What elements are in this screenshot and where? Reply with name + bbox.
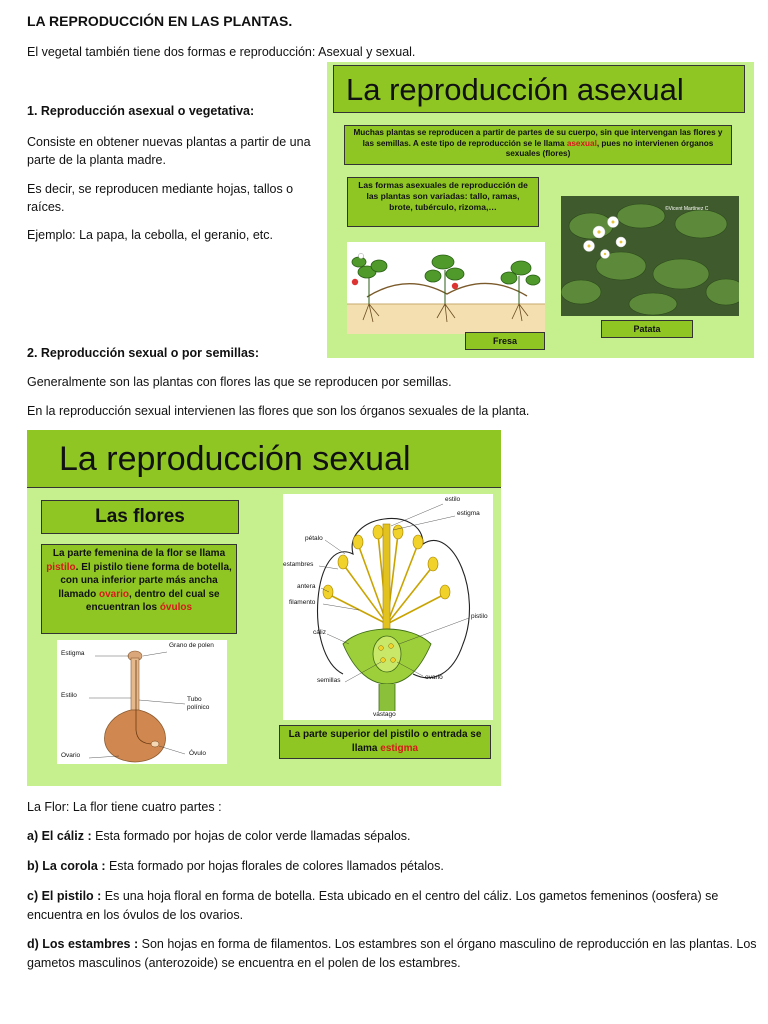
flower-label-estigma: estigma [457,510,480,517]
section-1-paragraph-1: Consiste en obtener nuevas plantas a partir de una parte de la planta madre. [27,135,311,167]
part-b-label: b) La corola : [27,859,106,873]
section-2-heading: 2. Reproducción sexual o por semillas: [27,346,260,360]
pistil-desc-ovario: ovario [98,588,129,600]
sexual-panel-title: La reproducción sexual [27,430,501,488]
part-b [27,858,747,874]
pistil-desc-pistilo: pistilo [46,561,76,573]
asexual-definition-text-2: , pues no intervienen órganos sexuales (flores) [505,138,714,158]
stigma-highlight: estigma [380,743,419,754]
strawberry-runners-drawing [347,242,545,334]
part-a-label: a) El cáliz : [27,829,92,843]
flower-label-ovario: ovario [425,674,443,681]
potato-plant-photo [561,196,739,316]
part-d-label: d) Los estambres : [27,937,139,951]
asexual-definition-box [344,125,732,165]
flower-diagram [283,494,493,720]
section-2-paragraph-2: En la reproducción sexual intervienen las flores que son los órganos sexuales de la planta. [27,404,530,418]
section-1-heading: 1. Reproducción asexual o vegetativa: [27,104,255,118]
pistil-label-ovulo: Óvulo [189,750,206,757]
flower-label-petalo: pétalo [305,535,323,542]
label-fresa: Fresa [465,332,545,350]
label-patata: Patata [601,320,693,338]
pistil-label-ovario: Ovario [61,752,81,759]
potato-plant-drawing [561,196,739,316]
flower-intro: La Flor: La flor tiene cuatro partes : [27,800,222,814]
flower-label-vastago: vástago [373,711,396,718]
section-1-paragraph-2: Es decir, se reproducen mediante hojas, tallos o raíces. [27,182,294,214]
pistil-desc-2: . El pistilo tiene forma de botella, con una inferior parte más ancha llamado [58,561,232,600]
stigma-text: La parte superior del pistilo o entrada se llama [288,729,482,754]
pistil-description-box [41,544,237,634]
asexual-panel [327,62,754,358]
pistil-desc-1: La parte femenina de la flor se llama [52,548,226,559]
flower-label-filamento: filamento [289,599,316,606]
part-b-text: Esta formado por hojas florales de colores llamados pétalos. [105,859,444,873]
section-2-paragraph-1: Generalmente son las plantas con flores las que se reproducen por semillas. [27,375,452,389]
pistil-label-estilo: Estilo [61,692,77,699]
photo-credit: ©Vicent Martínez C [665,206,709,212]
flower-label-pistilo: pistilo [471,613,488,620]
pistil-diagram [57,640,227,764]
pistil-desc-ovulos: óvulos [159,602,193,613]
flower-label-estambres: estambres [283,561,314,568]
pistil-label-estigma: Estigma [61,650,85,657]
section-1-paragraph-3: Ejemplo: La papa, la cebolla, el geranio, etc. [27,228,273,242]
flower-label-estilo: estilo [445,496,461,503]
strawberry-runners-image [347,242,545,334]
asexual-panel-title: La reproducción asexual [333,65,745,113]
asexual-forms-box: Las formas asexuales de reproducción de las plantas son variadas: tallo, ramas, brote, tubérculo, rizoma,… [347,177,539,227]
pistil-desc-3: , dentro del cual se encuentran los [85,588,220,613]
stigma-box [279,725,491,759]
part-a [27,828,747,844]
part-c-label: c) El pistilo : [27,889,102,903]
flower-drawing [283,494,493,720]
pistil-label-tubo: Tubo polínico [187,696,210,711]
part-c [27,887,747,925]
asexual-definition-highlight: asexual [566,138,597,148]
flower-label-semillas: semillas [317,677,341,684]
flowers-title: Las flores [41,500,239,534]
flower-label-caliz: cáliz [313,629,327,636]
part-c-text: Es una hoja floral en forma de botella. Esta ubicado en el centro del cáliz. Los gametos femeninos (oosfera) se encuentra en los óvulos de los ovarios. [27,889,719,922]
asexual-definition-text-1: Muchas plantas se reproducen a partir de partes de su cuerpo, sin que intervengan las flores y las semillas. A este tipo de reproducción se le llama [353,128,723,148]
part-d [27,935,757,973]
doc-intro: El vegetal también tiene dos formas e reproducción: Asexual y sexual. [27,45,416,59]
part-a-text: Esta formado por hojas de color verde llamadas sépalos. [91,829,411,843]
pistil-label-grano: Grano de polen [169,642,214,649]
part-d-text: Son hojas en forma de filamentos. Los estambres son el órgano masculino de reproducción en las plantas. Los gametos masculinos (anterozoide) se encuentra en el polen de los estambres. [27,937,757,970]
doc-title: LA REPRODUCCIÓN EN LAS PLANTAS. [27,13,293,29]
flower-label-antera: antera [297,583,316,590]
sexual-panel [27,430,501,786]
